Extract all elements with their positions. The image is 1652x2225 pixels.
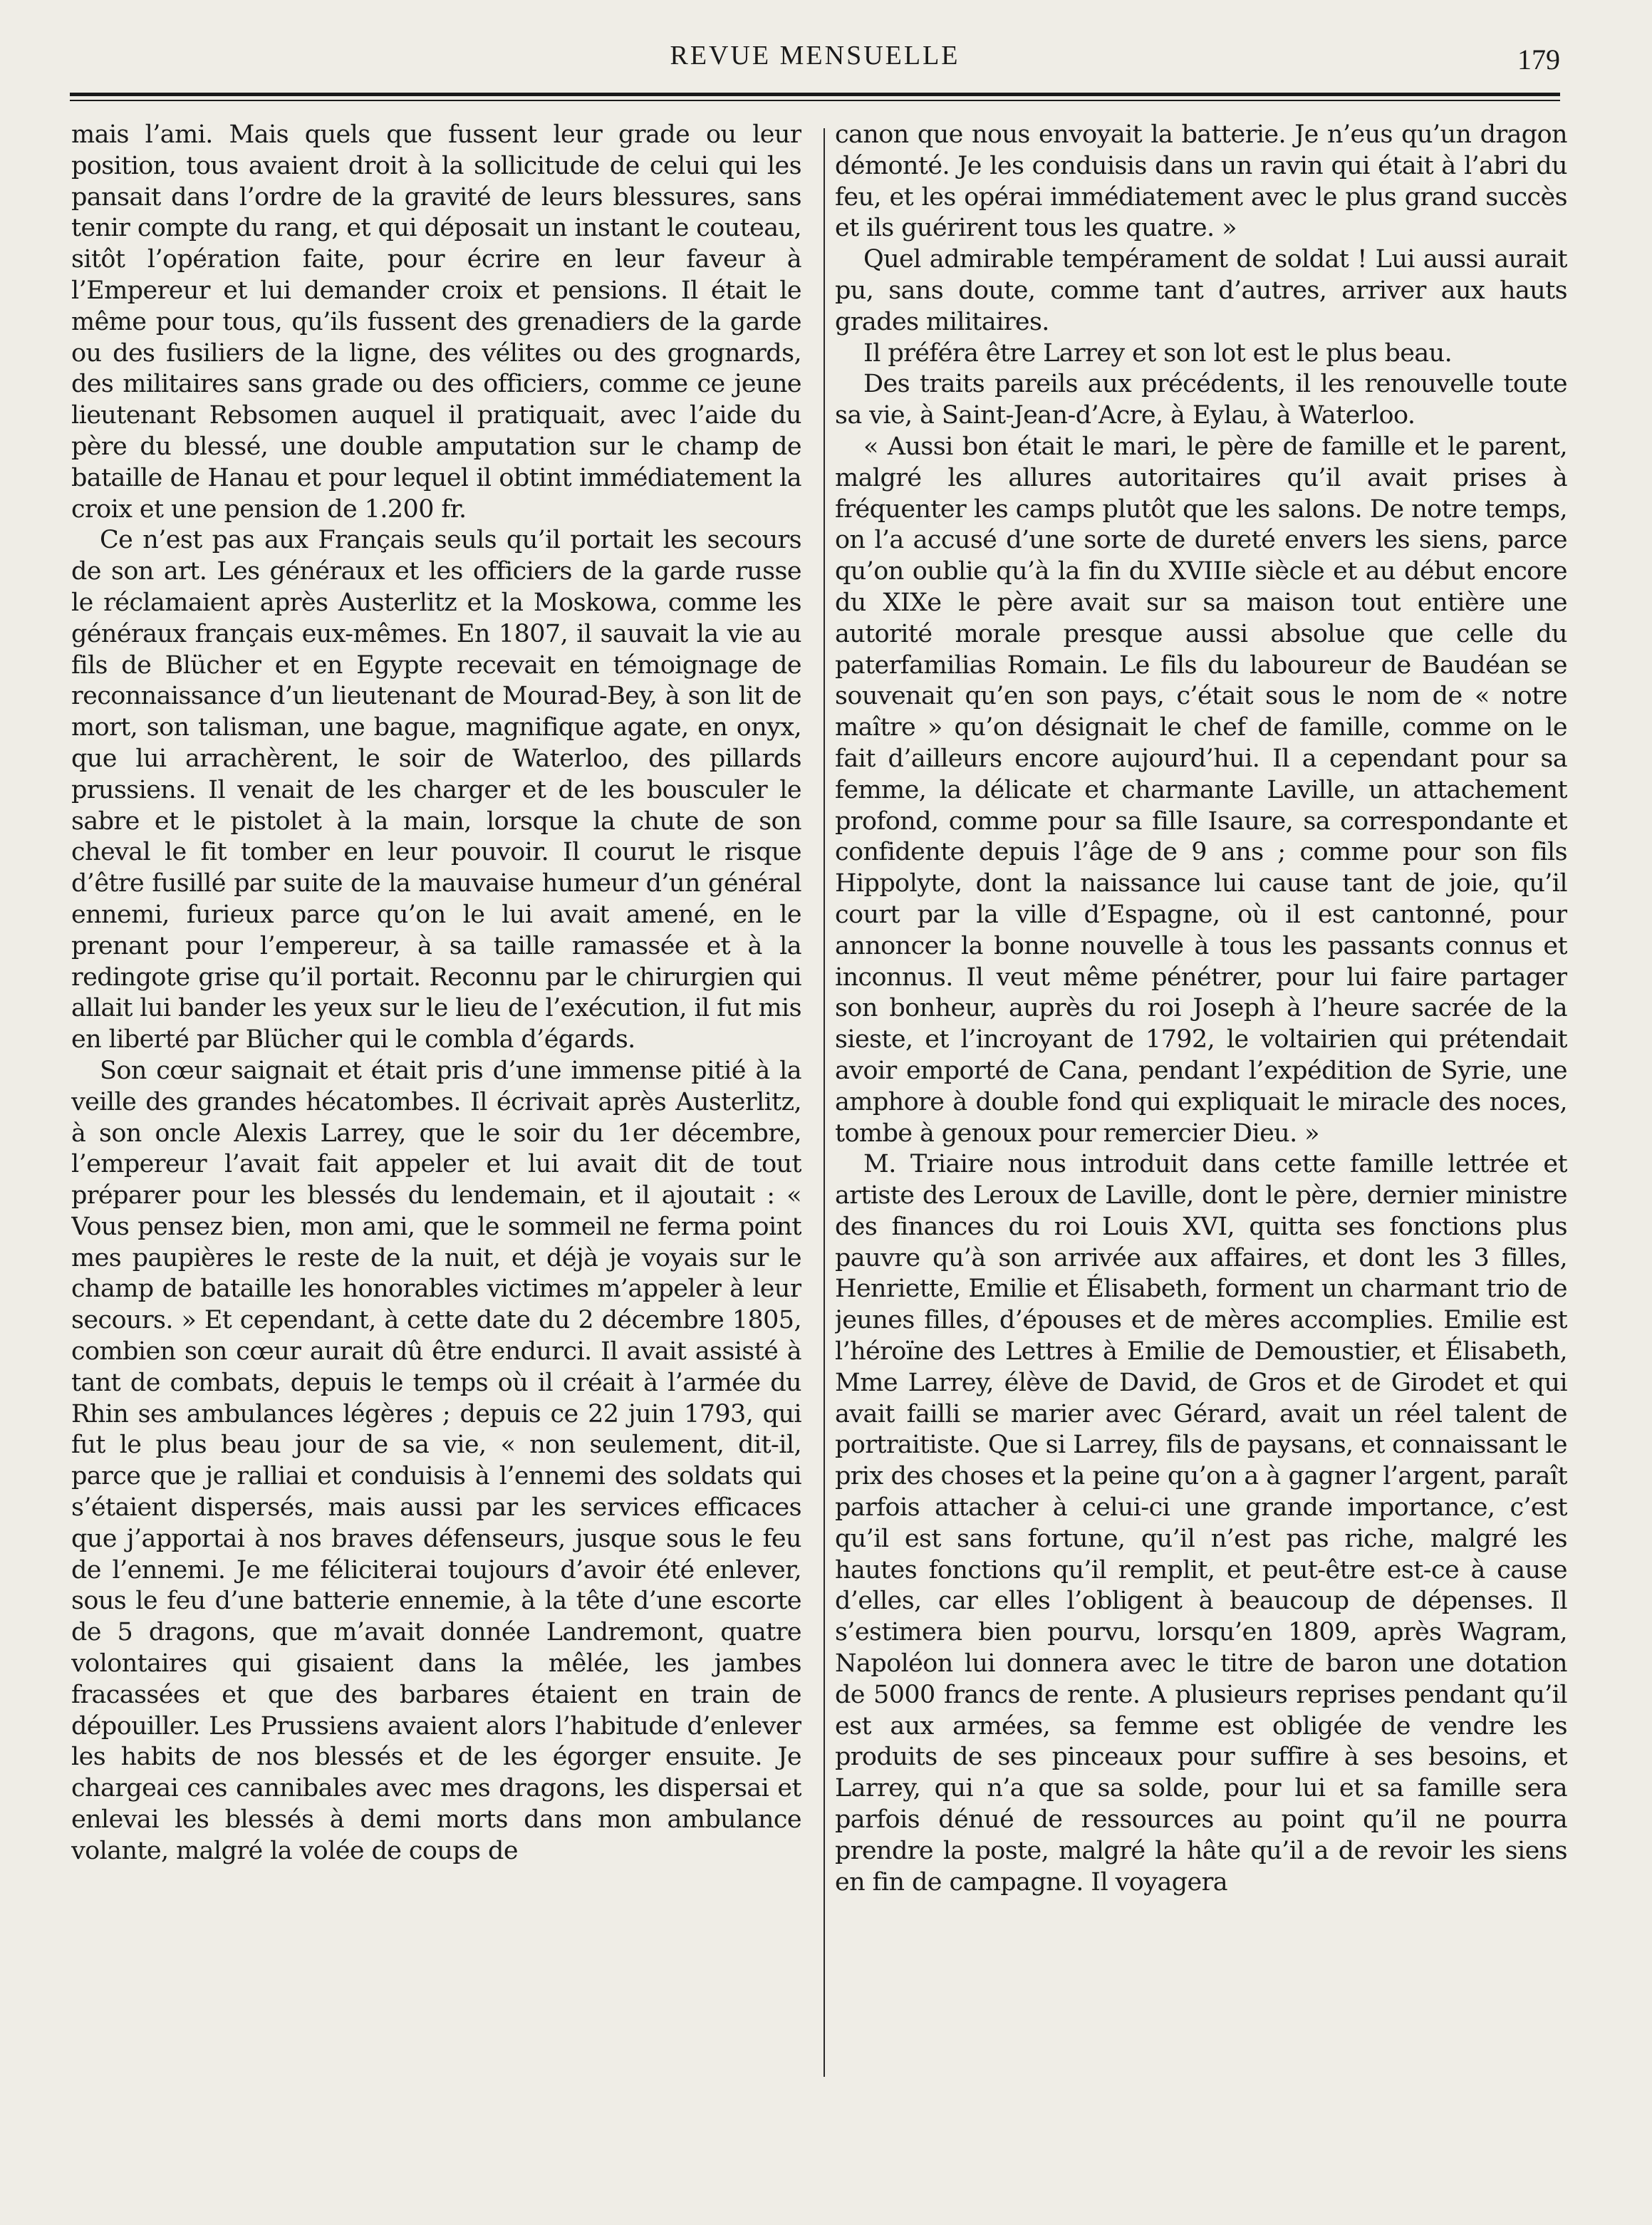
header-rule-thick (70, 93, 1560, 96)
right-column (835, 120, 1567, 2086)
page-number: 179 (1517, 43, 1560, 76)
page-header (70, 40, 1560, 83)
paragraph: Quel admirable tempérament de soldat ! Lui aussi aurait pu, sans doute, comme tant d’autres, arriver aux hauts grades militaires. (835, 245, 1567, 336)
paragraph: Des traits pareils aux précédents, il les renouvelle toute sa vie, à Saint-Jean-d’Acre, à Eylau, à Waterloo. (835, 370, 1567, 430)
paragraph: M. Triaire nous introduit dans cette famille lettrée et artiste des Leroux de Laville, dont le père, dernier ministre des finances du roi Louis XVI, quitta ses fonctions plus pauvre qu’à son arrivée aux affaires, et dont les 3 filles, Henriette, Emilie et Élisabeth, forment un charmant trio de jeunes filles, d’épouses et de mères accomplies. Emilie est l’héroïne des Lettres à Emilie de Demoustier, et Élisabeth, Mme Larrey, élève de David, de Gros et de Girodet et qui avait failli se marier avec Gérard, avait un réel talent de portraitiste. Que si Larrey, fils de paysans, et connaissant le prix des choses et la peine qu’on a à gagner l’argent, paraît parfois attacher à celui-ci une grande importance, c’est qu’il est sans fortune, qu’il n’est pas riche, malgré les hautes fonctions qu’il remplit, et peut-être est-ce à cause d’elles, car elles l’obligent à beaucoup de dépenses. Il s’estimera bien pourvu, lorsqu’en 1809, après Wagram, Napoléon lui donnera avec le titre de baron une dotation de 5000 francs de rente. A plusieurs reprises pendant qu’il est aux armées, sa femme est obligée de vendre les produits de ses pinceaux pour suffire à ses besoins, et Larrey, qui n’a que sa solde, pour lui et sa famille sera parfois dénué de ressources au point qu’il ne pourra prendre la poste, malgré la hâte qu’il a de revoir les siens en fin de campagne. Il voyagera (835, 1150, 1567, 1897)
column-divider (824, 128, 825, 2077)
paragraph: canon que nous envoyait la batterie. Je n’eus qu’un dragon démonté. Je les conduisis dans un ravin qui était à l’abri du feu, et les opérai immédiatement avec le plus grand succès et ils guérirent tous les quatre. » (835, 120, 1567, 243)
running-title: REVUE MENSUELLE (670, 41, 960, 71)
paragraph: Son cœur saignait et était pris d’une immense pitié à la veille des grandes hécatombes. Il écrivait après Austerlitz, à son oncle Alexis Larrey, que le soir du 1er décembre, l’empereur l’avait fait appeler et lui avait dit de tout préparer pour les blessés du lendemain, et il ajoutait : « Vous pensez bien, mon ami, que le sommeil ne ferma point mes paupières le reste de la nuit, et déjà je voyais sur le champ de bataille les honorables victimes m’appeler à leur secours. » Et cependant, à cette date du 2 décembre 1805, combien son cœur aurait dû être endurci. Il avait assisté à tant de combats, depuis le temps où il créait à l’armée du Rhin ses ambulances légères ; depuis ce 22 juin 1793, qui fut le plus beau jour de sa vie, « non seulement, dit-il, parce que je ralliai et conduisis à l’ennemi des soldats qui s’étaient dispersés, mais aussi par les services efficaces que j’apportai à nos braves défenseurs, jusque sous le feu de l’ennemi. Je me féliciterai toujours d’avoir été enlever, sous le feu d’une batterie ennemie, à la tête d’une escorte de 5 dragons, que m’avait donnée Landremont, quatre volontaires qui gisaient dans la mêlée, les jambes fracassées et que des barbares étaient en train de dépouiller. Les Prussiens avaient alors l’habitude d’enlever les habits de nos blessés et de les égorger ensuite. Je chargeai ces cannibales avec mes dragons, les dispersai et enlevai les blessés à demi morts dans mon ambulance volante, malgré la volée de coups de (71, 1056, 801, 1865)
paragraph: « Aussi bon était le mari, le père de famille et le parent, malgré les allures autoritaires qu’il avait prises à fréquenter les camps plutôt que les salons. De notre temps, on l’a accusé d’une sorte de dureté envers les siens, parce qu’on oublie qu’à la fin du XVIIIe siècle et au début encore du XIXe le père avait sur sa maison tout entière une autorité morale presque aussi absolue que celle du paterfamilias Romain. Le fils du laboureur de Baudéan se souvenait qu’en son pays, c’était sous le nom de « notre maître » qu’on désignait le chef de famille, comme on le fait d’ailleurs encore aujourd’hui. Il a cependant pour sa femme, la délicate et charmante Laville, un attachement profond, comme pour sa fille Isaure, sa correspondante et confidente depuis l’âge de 9 ans ; comme pour son fils Hippolyte, dont la naissance lui cause tant de joie, qu’il court par la ville d’Espagne, où il est cantonné, pour annoncer la bonne nouvelle à tous les passants connus et inconnus. Il veut même pénétrer, pour lui faire partager son bonheur, auprès du roi Joseph à l’heure sacrée de la sieste, et l’incroyant de 1792, le voltairien qui prétendait avoir emporté de Cana, pendant l’expédition de Syrie, une amphore à double fond qui expliquait le miracle des noces, tombe à genoux pour remercier Dieu. » (835, 432, 1567, 1148)
paragraph: Ce n’est pas aux Français seuls qu’il portait les secours de son art. Les généraux et les officiers de la garde russe le réclamaient après Austerlitz et la Moskowa, comme les généraux français eux-mêmes. En 1807, il sauvait la vie au fils de Blücher et en Egypte recevait en témoignage de reconnaissance d’un lieutenant de Mourad-Bey, à son lit de mort, son talisman, une bague, magnifique agate, en onyx, que lui arrachèrent, le soir de Waterloo, des pillards prussiens. Il venait de les charger et de les bousculer le sabre et le pistolet à la main, lorsque la chute de son cheval le fit tomber en leur pouvoir. Il courut le risque d’être fusillé par suite de la mauvaise humeur d’un général ennemi, furieux parce qu’on le lui avait amené, en le prenant pour l’empereur, à sa taille ramassée et à la redingote grise qu’il portait. Reconnu par le chirurgien qui allait lui bander les yeux sur le lieu de l’exécution, il fut mis en liberté par Blücher qui le combla d’égards. (71, 526, 801, 1054)
left-column (71, 120, 801, 2086)
paragraph: Il préféra être Larrey et son lot est le plus beau. (863, 338, 1453, 368)
paragraph: mais l’ami. Mais quels que fussent leur grade ou leur position, tous avaient droit à la sollicitude de celui qui les pansait dans l’ordre de la gravité de leurs blessures, sans tenir compte du rang, et qui déposait un instant le couteau, sitôt l’opération faite, pour écrire en leur faveur à l’Empereur et lui demander croix et pensions. Il était le même pour tous, qu’ils fussent des grenadiers de la garde ou des fusiliers de la ligne, des vélites ou des grognards, des militaires sans grade ou des officiers, comme ce jeune lieutenant Rebsomen auquel il pratiquait, avec l’aide du père du blessé, une double amputation sur le champ de bataille de Hanau et pour lequel il obtint immédiatement la croix et une pension de 1.200 fr. (71, 120, 801, 524)
header-rule-thin (70, 100, 1560, 101)
